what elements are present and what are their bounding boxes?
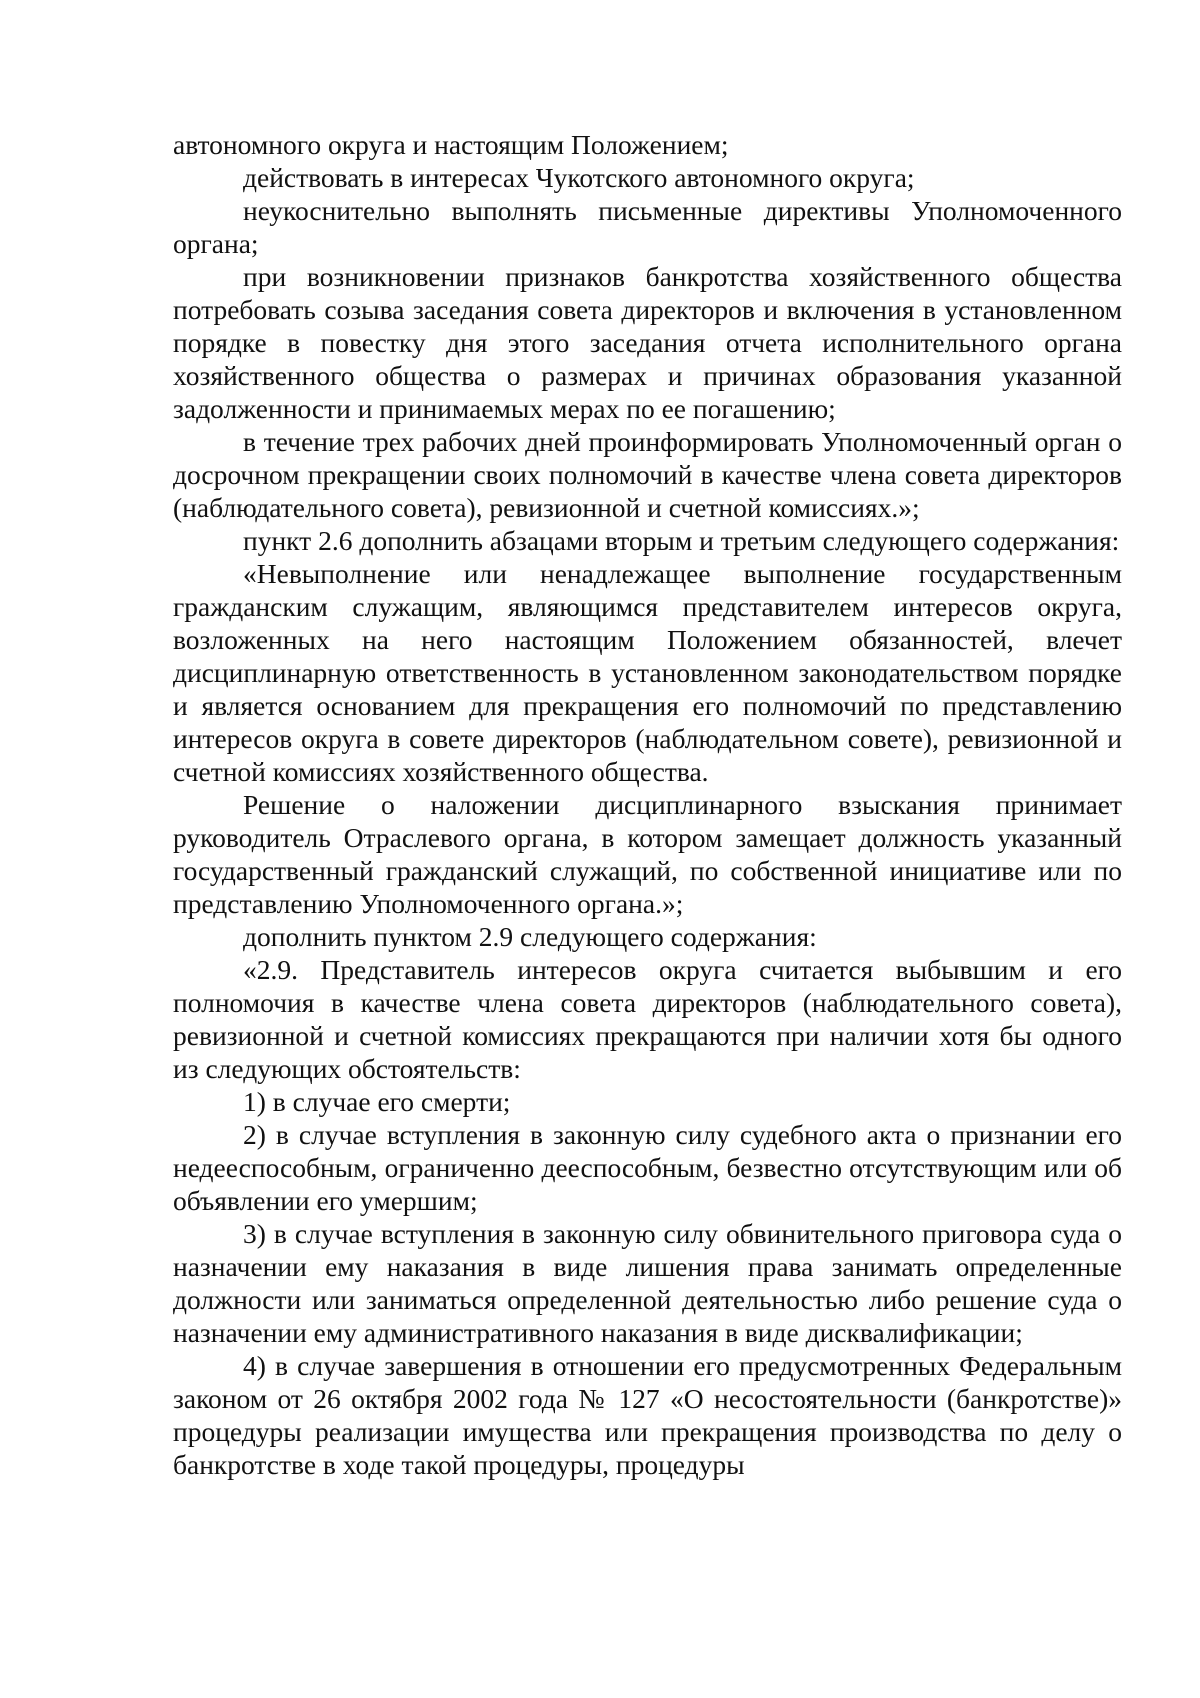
list-item: 2) в случае вступления в законную силу судебного акта о признании его недееспособным, ограниченно дееспособным, безвестно отсутствующим или об объявлении его умершим; (173, 1119, 1122, 1216)
list-item: 4) в случае завершения в отношении его предусмотренных Федеральным законом от 26 октября 2002 года № 127 «О несостоятельности (банкротстве)» процедуры реализации имущества или прекращения производства по делу о банкротстве в ходе такой процедуры, процедуры (173, 1350, 1122, 1480)
paragraph: «Невыполнение или ненадлежащее выполнение государственным гражданским служащим, являющимся представителем интересов округа, возложенных на него настоящим Положением обязанностей, влечет дисциплинарную ответственность в установленном законодательством порядке и является основанием для прекращения его полномочий по представлению интересов округа в совете директоров (наблюдательном совете), ревизионной и счетной комиссиях хозяйственного общества. (173, 558, 1122, 787)
document-body (173, 128, 1122, 1481)
paragraph: дополнить пунктом 2.9 следующего содержания: (243, 921, 817, 952)
paragraph: неукоснительно выполнять письменные директивы Уполномоченного органа; (173, 195, 1122, 259)
paragraph: пункт 2.6 дополнить абзацами вторым и третьим следующего содержания: (243, 525, 1120, 556)
paragraph: в течение трех рабочих дней проинформировать Уполномоченный орган о досрочном прекращении своих полномочий в качестве члена совета директоров (наблюдательного совета), ревизионной и счетной комиссиях.»; (173, 426, 1122, 523)
paragraph: при возникновении признаков банкротства хозяйственного общества потребовать созыва заседания совета директоров и включения в установленном порядке в повестку дня этого заседания отчета исполнительного органа хозяйственного общества о размерах и причинах образования указанной задолженности и принимаемых мерах по ее погашению; (173, 261, 1122, 424)
paragraph: Решение о наложении дисциплинарного взыскания принимает руководитель Отраслевого органа, в котором замещает должность указанный государственный гражданский служащий, по собственной инициативе или по представлению Уполномоченного органа.»; (173, 789, 1122, 919)
paragraph: действовать в интересах Чукотского автономного округа; (243, 162, 915, 193)
list-item: 1) в случае его смерти; (243, 1086, 511, 1117)
paragraph: автономного округа и настоящим Положением; (173, 129, 729, 160)
list-item: 3) в случае вступления в законную силу обвинительного приговора суда о назначении ему наказания в виде лишения права занимать определенные должности или заниматься определенной деятельностью либо решение суда о назначении ему административного наказания в виде дисквалификации; (173, 1218, 1122, 1348)
paragraph: «2.9. Представитель интересов округа считается выбывшим и его полномочия в качестве члена совета директоров (наблюдательного совета), ревизионной и счетной комиссиях прекращаются при наличии хотя бы одного из следующих обстоятельств: (173, 954, 1122, 1084)
